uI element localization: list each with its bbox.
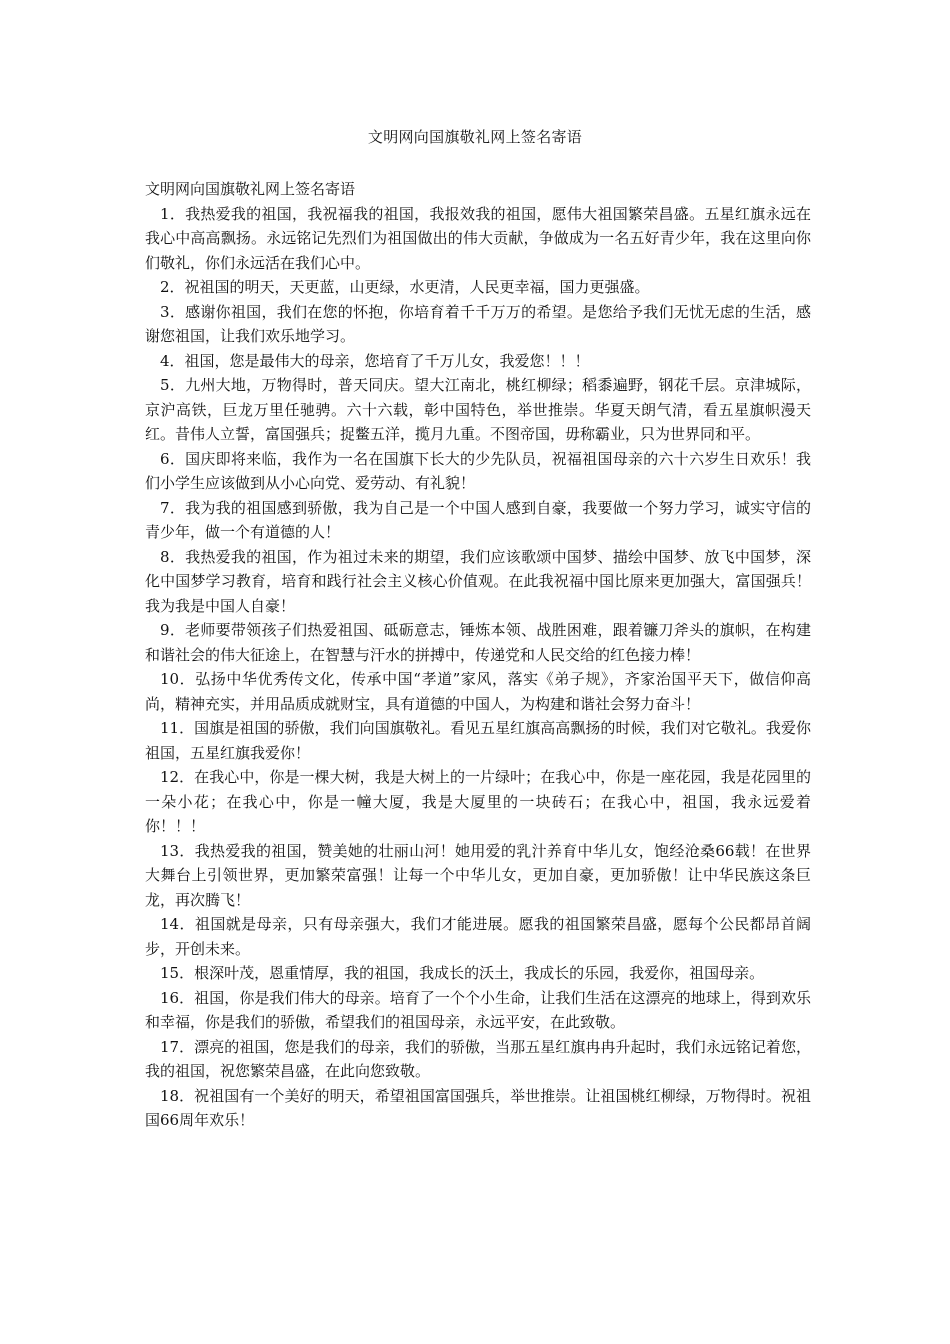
paragraph-3: 3．感谢你祖国，我们在您的怀抱，你培育着千千万万的希望。是您给予我们无忧无虑的生活，感谢您祖国，让我们欢乐地学习。 — [145, 302, 811, 345]
paragraph-5: 5．九州大地，万物得时，普天同庆。望大江南北，桃红柳绿；稻黍遍野，钢花千层。京津城际，京沪高铁，巨龙万里任驰骋。六十六载，彰中国特色，举世推崇。华夏天朗气清，看五星旗帜漫天红。昔伟人立誓，富国强兵；捉鳖五洋，揽月九重。不图帝国，毋称霸业，只为世界同和平。 — [145, 376, 811, 443]
paragraph-8: 8．我热爱我的祖国，作为祖过未来的期望，我们应该歌颂中国梦、描绘中国梦、放飞中国梦，深化中国梦学习教育，培育和践行社会主义核心价值观。在此我祝福中国比原来更加强大，富国强兵！我为我是中国人自豪！ — [145, 547, 811, 615]
document-body — [145, 177, 811, 1133]
document-title: 文明网向国旗敬礼网上签名寄语 — [367, 128, 583, 146]
document-subtitle: 文明网向国旗敬礼网上签名寄语 — [145, 180, 356, 198]
paragraph-16: 16．祖国，你是我们伟大的母亲。培育了一个个小生命，让我们生活在这漂亮的地球上，得到欢乐和幸福，你是我们的骄傲，希望我们的祖国母亲，永远平安，在此致敬。 — [145, 988, 811, 1031]
paragraph-15: 15．根深叶茂，恩重情厚，我的祖国，我成长的沃土，我成长的乐园，我爱你，祖国母亲。 — [160, 964, 765, 982]
paragraph-1: 1．我热爱我的祖国，我祝福我的祖国，我报效我的祖国，愿伟大祖国繁荣昌盛。五星红旗永远在我心中高高飘扬。永远铭记先烈们为祖国做出的伟大贡献，争做成为一名五好青少年，我在这里向你们敬礼，你们永远活在我们心中。 — [145, 204, 811, 272]
paragraph-2: 2．祝祖国的明天，天更蓝，山更绿，水更清，人民更幸福，国力更强盛。 — [160, 278, 650, 296]
paragraph-10: 10．弘扬中华优秀传文化，传承中国“孝道”家风，落实《弟子规》，齐家治国平天下，做信仰高尚，精神充实，并用品质成就财宝，具有道德的中国人，为构建和谐社会努力奋斗！ — [145, 670, 811, 713]
paragraph-17: 17．漂亮的祖国，您是我们的母亲，我们的骄傲，当那五星红旗冉冉升起时，我们永远铭记着您，我的祖国，祝您繁荣昌盛，在此向您致敬。 — [145, 1037, 811, 1080]
paragraph-6: 6．国庆即将来临，我作为一名在国旗下长大的少先队员，祝福祖国母亲的六十六岁生日欢乐！我们小学生应该做到从小心向党、爱劳动、有礼貌！ — [145, 449, 811, 492]
paragraph-9: 9．老师要带领孩子们热爱祖国、砥砺意志，锤炼本领、战胜困难，跟着镰刀斧头的旗帜，在构建和谐社会的伟大征途上，在智慧与汗水的拼搏中，传递党和人民交给的红色接力棒！ — [145, 621, 811, 664]
paragraph-14: 14．祖国就是母亲，只有母亲强大，我们才能进展。愿我的祖国繁荣昌盛，愿每个公民都昂首阔步，开创未来。 — [145, 915, 811, 958]
paragraph-18: 18．祝祖国有一个美好的明天，希望祖国富国强兵，举世推崇。让祖国桃红柳绿，万物得时。祝祖国66周年欢乐！ — [145, 1086, 811, 1129]
paragraph-12: 12．在我心中，你是一棵大树，我是大树上的一片绿叶；在我心中，你是一座花园，我是花园里的一朵小花；在我心中，你是一幢大厦，我是大厦里的一块砖石；在我心中，祖国，我永远爱着你！！！ — [145, 768, 811, 835]
paragraph-13: 13．我热爱我的祖国，赞美她的壮丽山河！她用爱的乳汁养育中华儿女，饱经沧桑66载！在世界大舞台上引领世界，更加繁荣富强！让每一个中华儿女，更加自豪，更加骄傲！让中华民族这条巨龙，再次腾飞！ — [145, 841, 811, 909]
paragraph-4: 4．祖国，您是最伟大的母亲，您培育了千万儿女，我爱您！！！ — [160, 351, 590, 370]
paragraph-7: 7．我为我的祖国感到骄傲，我为自己是一个中国人感到自豪，我要做一个努力学习，诚实守信的青少年，做一个有道德的人！ — [145, 498, 811, 541]
paragraph-11: 11．国旗是祖国的骄傲，我们向国旗敬礼。看见五星红旗高高飘扬的时候，我们对它敬礼。我爱你祖国，五星红旗我爱你！ — [145, 719, 811, 762]
